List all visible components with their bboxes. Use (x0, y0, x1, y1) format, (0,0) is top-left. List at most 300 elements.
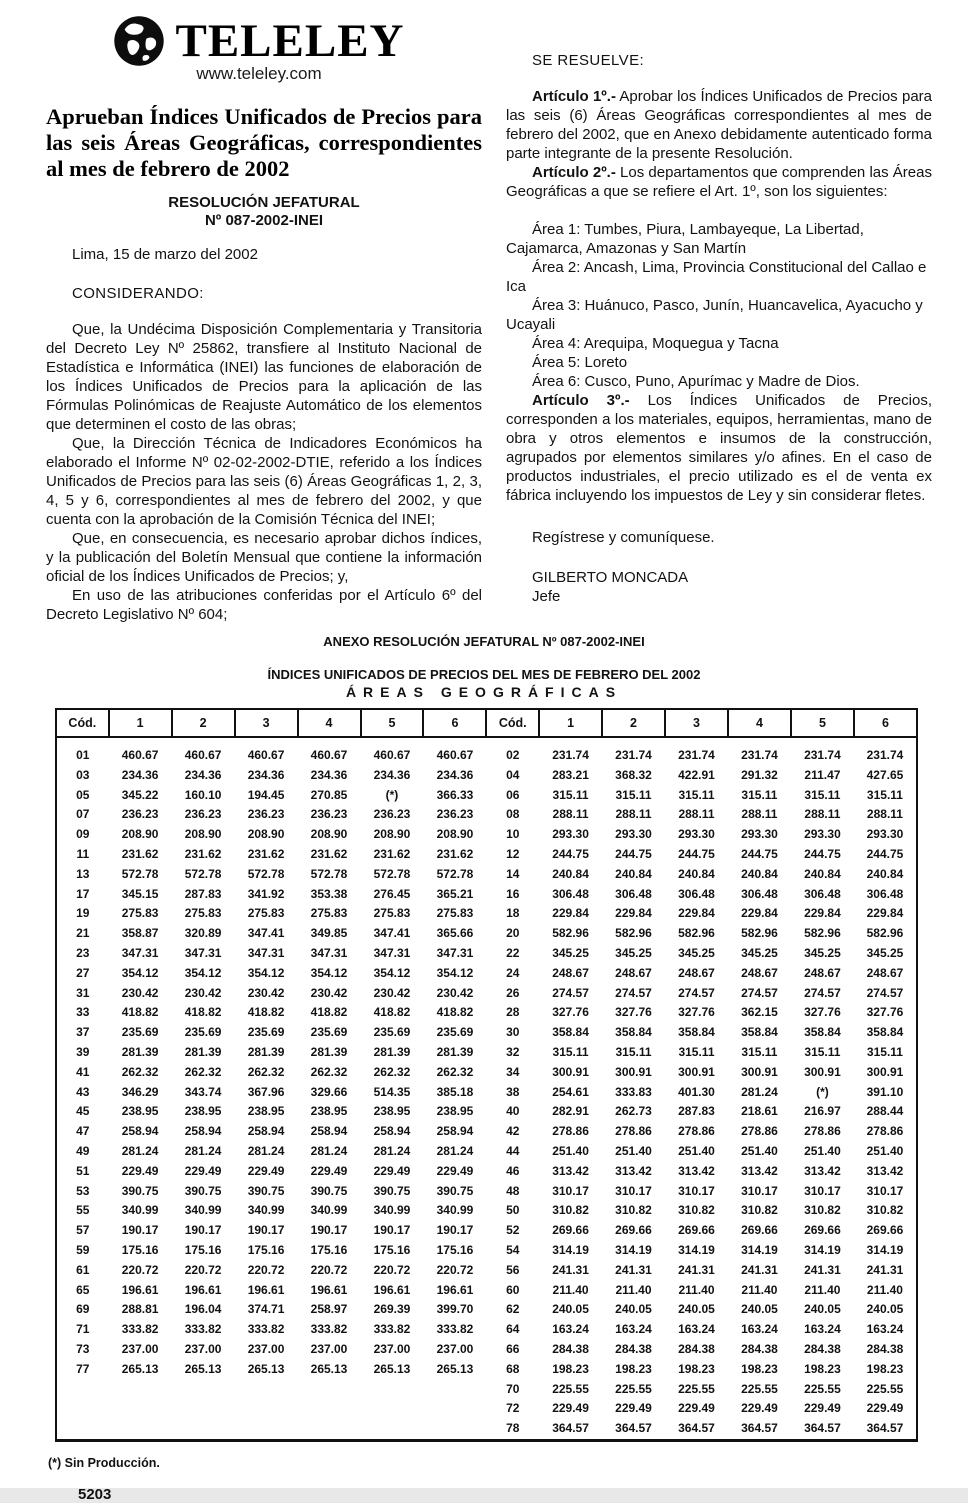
value-cell: 274.57 (741, 985, 778, 1000)
article-2 (506, 163, 932, 201)
value-cell: 582.96 (678, 926, 715, 941)
value-cell: 274.57 (678, 985, 715, 1000)
value-cell: 340.99 (247, 1203, 285, 1218)
value-cell: 274.57 (804, 985, 841, 1000)
column-header: 6 (854, 709, 917, 737)
resolution-heading-line2: Nº 087-2002-INEI (204, 212, 324, 229)
column-header: 2 (172, 709, 235, 737)
value-cell: 198.23 (678, 1361, 715, 1376)
value-cell: 208.90 (436, 827, 474, 842)
value-cell: 306.48 (804, 886, 841, 901)
value-cell: 163.24 (804, 1322, 841, 1337)
value-cell: 418.82 (310, 1005, 348, 1020)
table-row (56, 1300, 917, 1320)
code-cell: 17 (76, 886, 90, 901)
value-cell: 258.94 (121, 1124, 159, 1139)
value-cell (423, 1419, 486, 1440)
value-cell: 314.19 (866, 1242, 904, 1257)
value-cell: 229.49 (804, 1401, 841, 1416)
value-cell: 275.83 (184, 906, 222, 921)
value-cell: 572.78 (184, 866, 222, 881)
value-cell: 198.23 (552, 1361, 589, 1376)
code-cell: 09 (76, 827, 90, 842)
table-row (56, 964, 917, 984)
code-cell: 72 (506, 1401, 520, 1416)
column-header: 1 (539, 709, 602, 737)
value-cell: 300.91 (741, 1064, 778, 1079)
value-cell: 366.33 (436, 787, 474, 802)
signature-block (532, 568, 932, 606)
value-cell: 190.17 (436, 1223, 474, 1238)
value-cell: 460.67 (184, 748, 222, 762)
code-cell: 11 (76, 846, 90, 861)
value-cell: 315.11 (866, 1044, 903, 1059)
value-cell: 358.84 (866, 1025, 904, 1040)
value-cell: 390.75 (247, 1183, 285, 1198)
resolution-heading (46, 194, 482, 230)
value-cell: 315.11 (804, 1044, 841, 1059)
value-cell: 287.83 (184, 886, 222, 901)
code-cell: 65 (76, 1282, 90, 1297)
column-header: 5 (361, 709, 424, 737)
table-row (56, 1281, 917, 1301)
code-cell: 08 (506, 807, 520, 822)
value-cell: 175.16 (247, 1242, 285, 1257)
table-row (56, 1241, 917, 1261)
value-cell: 230.42 (184, 985, 222, 1000)
value-cell: 262.32 (373, 1064, 411, 1079)
value-cell: 190.17 (184, 1223, 222, 1238)
value-cell: 175.16 (121, 1242, 159, 1257)
value-cell: 284.38 (678, 1341, 715, 1356)
value-cell: 358.84 (552, 1025, 589, 1040)
value-cell: 288.11 (804, 807, 841, 822)
code-cell: 70 (506, 1381, 520, 1396)
code-cell: 44 (506, 1143, 520, 1158)
value-cell: 254.61 (552, 1084, 589, 1099)
value-cell: 238.95 (247, 1104, 285, 1119)
code-cell: 47 (76, 1124, 90, 1139)
table-row (56, 1261, 917, 1281)
value-cell: 244.75 (678, 846, 715, 861)
code-cell: 45 (76, 1104, 90, 1119)
value-cell: 422.91 (678, 767, 715, 782)
value-cell: 244.75 (615, 846, 652, 861)
value-cell: 358.84 (678, 1025, 715, 1040)
value-cell: 229.49 (310, 1163, 348, 1178)
value-cell: 270.85 (310, 787, 348, 802)
table-row (56, 845, 917, 865)
value-cell: 340.99 (310, 1203, 348, 1218)
column-header: 5 (791, 709, 854, 737)
value-cell: 258.97 (310, 1302, 348, 1317)
value-cell: 288.81 (121, 1302, 159, 1317)
value-cell (172, 1419, 235, 1440)
value-cell: 265.13 (121, 1361, 159, 1376)
value-cell: 175.16 (310, 1242, 348, 1257)
value-cell: 306.48 (615, 886, 652, 901)
value-cell: 262.32 (436, 1064, 474, 1079)
value-cell: 284.38 (866, 1341, 904, 1356)
code-cell: 53 (76, 1183, 90, 1198)
value-cell: 390.75 (310, 1183, 348, 1198)
value-cell: 315.11 (615, 787, 652, 802)
value-cell: (*) (385, 787, 399, 802)
value-cell: 582.96 (552, 926, 589, 941)
value-cell: 235.69 (310, 1025, 348, 1040)
code-cell: 12 (506, 846, 520, 861)
value-cell: 244.75 (741, 846, 778, 861)
value-cell: 238.95 (184, 1104, 222, 1119)
value-cell: 240.05 (804, 1302, 841, 1317)
value-cell: 288.11 (741, 807, 778, 822)
value-cell: 240.84 (552, 866, 589, 881)
table-row (56, 1023, 917, 1043)
value-cell: 364.57 (804, 1421, 841, 1436)
value-cell: 310.17 (866, 1183, 904, 1198)
value-cell: 240.05 (552, 1302, 589, 1317)
value-cell: 236.23 (247, 807, 285, 822)
table-row (56, 825, 917, 845)
value-cell: 288.11 (678, 807, 715, 822)
value-cell: 300.91 (552, 1064, 589, 1079)
value-cell: 315.11 (678, 787, 715, 802)
value-cell: 241.31 (552, 1262, 589, 1277)
value-cell: 345.22 (121, 787, 159, 802)
left-column (46, 10, 482, 624)
value-cell: 251.40 (804, 1143, 841, 1158)
value-cell: 315.11 (552, 1044, 589, 1059)
value-cell: 240.05 (615, 1302, 652, 1317)
closing-line: Regístrese y comuníquese. (532, 529, 715, 546)
value-cell: 333.82 (310, 1322, 348, 1337)
value-cell: 284.38 (741, 1341, 778, 1356)
value-cell: 208.90 (184, 827, 222, 842)
value-cell: 258.94 (184, 1124, 222, 1139)
value-cell: 288.11 (866, 807, 903, 822)
value-cell: 229.84 (678, 906, 715, 921)
value-cell: 306.48 (552, 886, 589, 901)
value-cell: 313.42 (804, 1163, 841, 1178)
value-cell: 281.39 (184, 1044, 222, 1059)
value-cell: 281.24 (436, 1143, 474, 1158)
value-cell: 278.86 (866, 1124, 904, 1139)
code-cell: 24 (506, 965, 520, 980)
value-cell: 390.75 (121, 1183, 159, 1198)
value-cell: 240.84 (678, 866, 715, 881)
value-cell (298, 1419, 361, 1440)
value-cell: 288.44 (866, 1104, 904, 1119)
value-cell: 234.36 (247, 767, 285, 782)
price-index-table-wrap (55, 708, 918, 1442)
value-cell: 175.16 (436, 1242, 474, 1257)
value-cell: 347.41 (247, 926, 285, 941)
value-cell: 364.57 (678, 1421, 715, 1436)
value-cell (235, 1399, 298, 1419)
code-cell: 31 (76, 985, 90, 1000)
value-cell: 240.84 (615, 866, 652, 881)
code-cell: 41 (76, 1064, 90, 1079)
value-cell: 310.82 (741, 1203, 778, 1218)
value-cell: 163.24 (615, 1322, 652, 1337)
value-cell: 293.30 (866, 827, 904, 842)
value-cell: 265.13 (373, 1361, 411, 1376)
value-cell: 175.16 (184, 1242, 222, 1257)
value-cell: 315.11 (741, 787, 778, 802)
column-header: 1 (109, 709, 172, 737)
code-cell: 05 (76, 787, 90, 802)
code-cell: 14 (506, 866, 520, 881)
code-cell: 32 (506, 1044, 520, 1059)
value-cell: 262.32 (310, 1064, 348, 1079)
value-cell: 460.67 (121, 748, 159, 762)
annex-subtitle-1: ÍNDICES UNIFICADOS DE PRECIOS DEL MES DE FEBRERO DEL 2002 (267, 667, 701, 682)
value-cell: 231.62 (247, 846, 285, 861)
value-cell: 300.91 (804, 1064, 841, 1079)
text-columns (0, 0, 968, 624)
value-cell: 358.84 (741, 1025, 778, 1040)
value-cell: 288.11 (615, 807, 652, 822)
value-cell: 196.61 (121, 1282, 159, 1297)
value-cell: 281.39 (373, 1044, 411, 1059)
value-cell: 231.74 (552, 748, 589, 762)
value-cell: 333.82 (184, 1322, 222, 1337)
value-cell: 315.11 (804, 787, 841, 802)
value-cell: 218.61 (741, 1104, 778, 1119)
column-header: 3 (665, 709, 728, 737)
value-cell: 345.25 (615, 945, 652, 960)
value-cell: 514.35 (373, 1084, 411, 1099)
code-cell: 56 (506, 1262, 520, 1277)
value-cell: 354.12 (247, 965, 285, 980)
table-row (56, 924, 917, 944)
table-row (56, 904, 917, 924)
value-cell (172, 1399, 235, 1419)
value-cell: 347.31 (121, 945, 159, 960)
value-cell: 229.49 (615, 1401, 652, 1416)
value-cell: 163.24 (552, 1322, 589, 1337)
table-row (56, 1399, 917, 1419)
value-cell: 275.83 (373, 906, 411, 921)
column-header: 4 (728, 709, 791, 737)
code-cell: 40 (506, 1104, 520, 1119)
value-cell: 313.42 (615, 1163, 652, 1178)
value-cell: 460.67 (436, 748, 474, 762)
value-cell: 220.72 (436, 1262, 474, 1277)
code-cell: 38 (506, 1084, 520, 1099)
value-cell: 391.10 (866, 1084, 904, 1099)
value-cell: 274.57 (615, 985, 652, 1000)
table-row (56, 1003, 917, 1023)
value-cell: 306.48 (741, 886, 778, 901)
table-row (56, 805, 917, 825)
value-cell: 572.78 (247, 866, 285, 881)
value-cell: 230.42 (436, 985, 474, 1000)
value-cell: 230.42 (310, 985, 348, 1000)
article-3-text: Los Índices Unificados de Precios, corresponden a los materiales, equipos, herramientas, mano de obra y otros elementos e insumos de la construcción, agrupados por elementos similares y/o afines. En el caso de productos industriales, el precio utilizado es el de venta ex fábrica incluyendo los impuestos de Ley y sin considerar fletes. (506, 392, 932, 504)
value-cell: 234.36 (184, 767, 222, 782)
value-cell: 211.40 (552, 1282, 589, 1297)
value-cell: 314.19 (678, 1242, 715, 1257)
code-cell: 50 (506, 1203, 520, 1218)
considerando-paragraph-1: Que, la Undécima Disposición Complementaria y Transitoria del Decreto Ley Nº 25862, transfiere al Instituto Nacional de Estadística e Informática (INEI) las funciones de elaboración de los Índices Unificados de Precios para la aplicación de las Fórmulas Polinómicas de Reajuste Automático de los elementos que determinen el costo de las obras; (46, 321, 482, 433)
value-cell: 241.31 (741, 1262, 778, 1277)
value-cell: 196.61 (373, 1282, 411, 1297)
value-cell: 314.19 (804, 1242, 841, 1257)
value-cell: 238.95 (310, 1104, 348, 1119)
value-cell: 320.89 (184, 926, 222, 941)
value-cell: 229.49 (678, 1401, 715, 1416)
header-row (56, 709, 917, 737)
value-cell: 293.30 (552, 827, 589, 842)
column-header: 3 (235, 709, 298, 737)
table-row (56, 944, 917, 964)
value-cell (298, 1399, 361, 1419)
code-cell: 19 (76, 906, 90, 921)
value-cell: 345.25 (552, 945, 589, 960)
code-cell: 64 (506, 1322, 520, 1337)
value-cell (235, 1380, 298, 1400)
value-cell (172, 1380, 235, 1400)
code-cell: 39 (76, 1044, 90, 1059)
code-cell: 49 (76, 1143, 90, 1158)
code-cell (56, 1380, 109, 1400)
value-cell: 251.40 (741, 1143, 778, 1158)
code-cell: 30 (506, 1025, 520, 1040)
code-cell: 01 (76, 748, 90, 762)
value-cell: 333.82 (436, 1322, 474, 1337)
value-cell: 237.00 (373, 1341, 411, 1356)
value-cell: 399.70 (436, 1302, 474, 1317)
value-cell: 248.67 (615, 965, 652, 980)
value-cell (423, 1380, 486, 1400)
resuelve-heading: SE RESUELVE: (532, 52, 645, 69)
logo-url: www.teleley.com (196, 64, 322, 83)
price-index-table (55, 708, 918, 1442)
code-cell: 37 (76, 1025, 90, 1040)
value-cell: 235.69 (184, 1025, 222, 1040)
value-cell: 269.66 (866, 1223, 904, 1238)
value-cell: 276.45 (373, 886, 411, 901)
value-cell: 300.91 (866, 1064, 904, 1079)
value-cell: 235.69 (373, 1025, 411, 1040)
value-cell: 283.21 (552, 767, 589, 782)
value-cell: 401.30 (678, 1084, 715, 1099)
value-cell: 310.17 (804, 1183, 841, 1198)
value-cell: 220.72 (121, 1262, 159, 1277)
value-cell: 236.23 (436, 807, 474, 822)
value-cell: 241.31 (615, 1262, 652, 1277)
headline: Aprueban Índices Unificados de Precios para las seis Áreas Geográficas, correspondientes al mes de febrero de 2002 (46, 104, 482, 181)
considerando-paragraph-2: Que, la Dirección Técnica de Indicadores Económicos ha elaborado el Informe Nº 02-02-2002-DTIE, referido a los Índices Unificados de Precios para las seis (6) Áreas Geográficas 1, 2, 3, 4, 5 y 6, correspondientes al mes de febrero del 2002, y que cuenta con la aprobación de la Comisión Técnica del INEI; (46, 435, 482, 528)
value-cell: 287.83 (678, 1104, 715, 1119)
value-cell: 315.11 (615, 1044, 652, 1059)
code-cell: 55 (76, 1203, 90, 1218)
value-cell: 349.85 (310, 926, 348, 941)
value-cell: 190.17 (373, 1223, 411, 1238)
table-row (56, 766, 917, 786)
logo-wordmark: TELELEY (175, 15, 405, 67)
value-cell: 240.84 (804, 866, 841, 881)
value-cell: 230.42 (121, 985, 159, 1000)
value-cell: 196.61 (184, 1282, 222, 1297)
value-cell: 340.99 (436, 1203, 474, 1218)
value-cell: 333.82 (247, 1322, 285, 1337)
code-cell: 04 (506, 767, 520, 782)
value-cell: 306.48 (866, 886, 904, 901)
value-cell: 281.24 (121, 1143, 159, 1158)
value-cell: 582.96 (804, 926, 841, 941)
table-row (56, 1182, 917, 1202)
value-cell: 274.57 (552, 985, 589, 1000)
table-row (56, 1419, 917, 1440)
value-cell: 211.40 (866, 1282, 903, 1297)
value-cell: 281.24 (184, 1143, 222, 1158)
value-cell: 248.67 (804, 965, 841, 980)
value-cell: 284.38 (615, 1341, 652, 1356)
value-cell: 354.12 (436, 965, 474, 980)
value-cell: 240.05 (741, 1302, 778, 1317)
considerando-paragraph-4: En uso de las atribuciones conferidas por el Artículo 6º del Decreto Legislativo Nº 604; (46, 587, 482, 623)
value-cell: 220.72 (184, 1262, 222, 1277)
value-cell: 582.96 (615, 926, 652, 941)
value-cell: 229.49 (866, 1401, 904, 1416)
code-cell: 18 (506, 906, 520, 921)
value-cell: 225.55 (741, 1381, 778, 1396)
value-cell: 418.82 (247, 1005, 285, 1020)
value-cell: 313.42 (741, 1163, 778, 1178)
price-table-body (56, 737, 917, 1440)
table-row (56, 1122, 917, 1142)
table-row (56, 1043, 917, 1063)
value-cell: 258.94 (310, 1124, 348, 1139)
code-cell: 34 (506, 1064, 520, 1079)
code-cell: 07 (76, 807, 90, 822)
value-cell: 238.95 (436, 1104, 474, 1119)
value-cell: 340.99 (373, 1203, 411, 1218)
value-cell: 310.17 (678, 1183, 715, 1198)
code-cell: 06 (506, 787, 520, 802)
code-cell: 27 (76, 965, 90, 980)
value-cell: 231.74 (866, 748, 904, 762)
value-cell: 229.49 (552, 1401, 589, 1416)
value-cell: 364.57 (615, 1421, 652, 1436)
value-cell: 265.13 (436, 1361, 474, 1376)
value-cell: 234.36 (436, 767, 474, 782)
value-cell: 345.15 (121, 886, 159, 901)
value-cell: 236.23 (121, 807, 159, 822)
value-cell: 241.31 (866, 1262, 904, 1277)
value-cell: 231.62 (373, 846, 411, 861)
value-cell: 345.25 (866, 945, 904, 960)
value-cell: 340.99 (184, 1203, 222, 1218)
value-cell: 251.40 (678, 1143, 715, 1158)
code-cell: 59 (76, 1242, 90, 1257)
value-cell: 314.19 (741, 1242, 778, 1257)
value-cell: 238.95 (373, 1104, 411, 1119)
value-cell: 353.38 (310, 886, 348, 901)
code-cell: 03 (76, 767, 90, 782)
value-cell: 240.05 (678, 1302, 715, 1317)
value-cell: 347.31 (436, 945, 474, 960)
value-cell: 262.73 (615, 1104, 652, 1119)
value-cell: 281.39 (310, 1044, 348, 1059)
value-cell: 362.15 (741, 1005, 778, 1020)
value-cell: 175.16 (373, 1242, 411, 1257)
value-cell: 367.96 (247, 1084, 285, 1099)
value-cell: 229.49 (247, 1163, 285, 1178)
value-cell: 229.49 (373, 1163, 411, 1178)
